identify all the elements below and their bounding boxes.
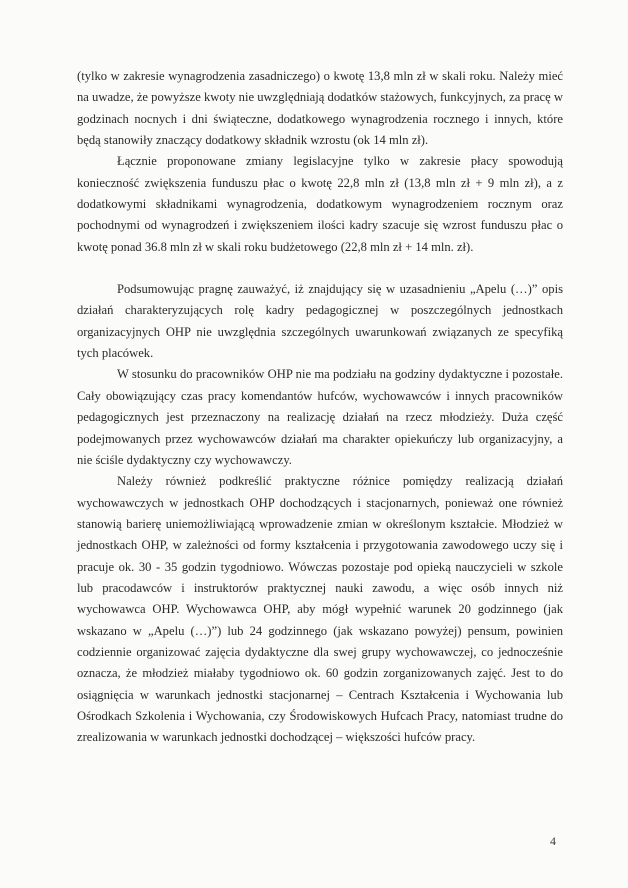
paragraph-5: Należy również podkreślić praktyczne różnice pomiędzy realizacją działań wychowawczych w jednostkach OHP dochodzących i stacjonarnych, ponieważ one również stanowią barierę uniemożliwiającą wprowadzenie zmian w określonym kształcie. Młodzież w jednostkach OHP, w zależności od formy kształcenia i przygotowania zawodowego uczy się i pracuje ok. 30 - 35 godzin tygodniowo. Wówczas pozostaje pod opieką nauczycieli w szkole lub pracodawców i instruktorów praktycznej nauki zawodu, a więc osób innych niż wychowawca OHP. Wychowawca OHP, aby mógł wypełnić warunek 20 godzinnego (jak wskazano w „Apelu (…)”) lub 24 godzinnego (jak wskazano powyżej) pensum, powinien codziennie organizować zajęcia dydaktyczne dla swej grupy wychowawczej, co jednocześnie oznacza, że młodzież miałaby tygodniowo ok. 60 godzin zorganizowanych zajęć. Jest to do osiągnięcia w warunkach jednostki stacjonarnej – Centrach Kształcenia i Wychowania lub Ośrodkach Szkolenia i Wychowania, czy Środowiskowych Hufcach Pracy, natomiast trudne do zrealizowania w warunkach jednostki dochodzącej – większości hufców pracy.	[77, 474, 563, 745]
paragraph-4: W stosunku do pracowników OHP nie ma podziału na godziny dydaktyczne i pozostałe. Cały obowiązujący czas pracy komendantów hufców, wychowawców i innych pracowników pedagogicznych jest przeznaczony na realizację działań na rzecz młodzieży. Duża część podejmowanych przez wychowawców działań ma charakter opiekuńczy lub organizacyjny, a nie ściśle dydaktyczny czy wychowawczy.	[77, 367, 563, 467]
page-number: 4	[550, 834, 556, 848]
paragraph-1: (tylko w zakresie wynagrodzenia zasadniczego) o kwotę 13,8 mln zł w skali roku. Należy mieć na uwadze, że powyższe kwoty nie uwzględniają dodatków stażowych, funkcyjnych, za pracę w godzinach nocnych i dni świąteczne, dodatkowego wynagrodzenia rocznego i innych, które będą stanowiły znaczący dodatkowy składnik wzrostu (ok 14 mln zł).	[77, 69, 563, 148]
paragraph-3: Podsumowując pragnę zauważyć, iż znajdujący się w uzasadnieniu „Apelu (…)” opis działań charakteryzujących rolę kadry pedagogicznej w poszczególnych jednostkach organizacyjnych OHP nie uwzględnia szczególnych uwarunkowań związanych ze specyfiką tych placówek.	[77, 282, 563, 361]
body-text	[77, 66, 563, 749]
paragraph-2: Łącznie proponowane zmiany legislacyjne tylko w zakresie płacy spowodują konieczność zwiększenia funduszu płac o kwotę 22,8 mln zł (13,8 mln zł + 9 mln zł), a z dodatkowymi składnikami wynagrodzenia, dodatkowym wynagrodzeniem rocznym oraz pochodnymi od wynagrodzeń i zwiększeniem ilości kadry szacuje się wzrost funduszu płac o kwotę ponad 36.8 mln zł w skali roku budżetowego (22,8 mln zł + 14 mln. zł).	[77, 154, 563, 254]
